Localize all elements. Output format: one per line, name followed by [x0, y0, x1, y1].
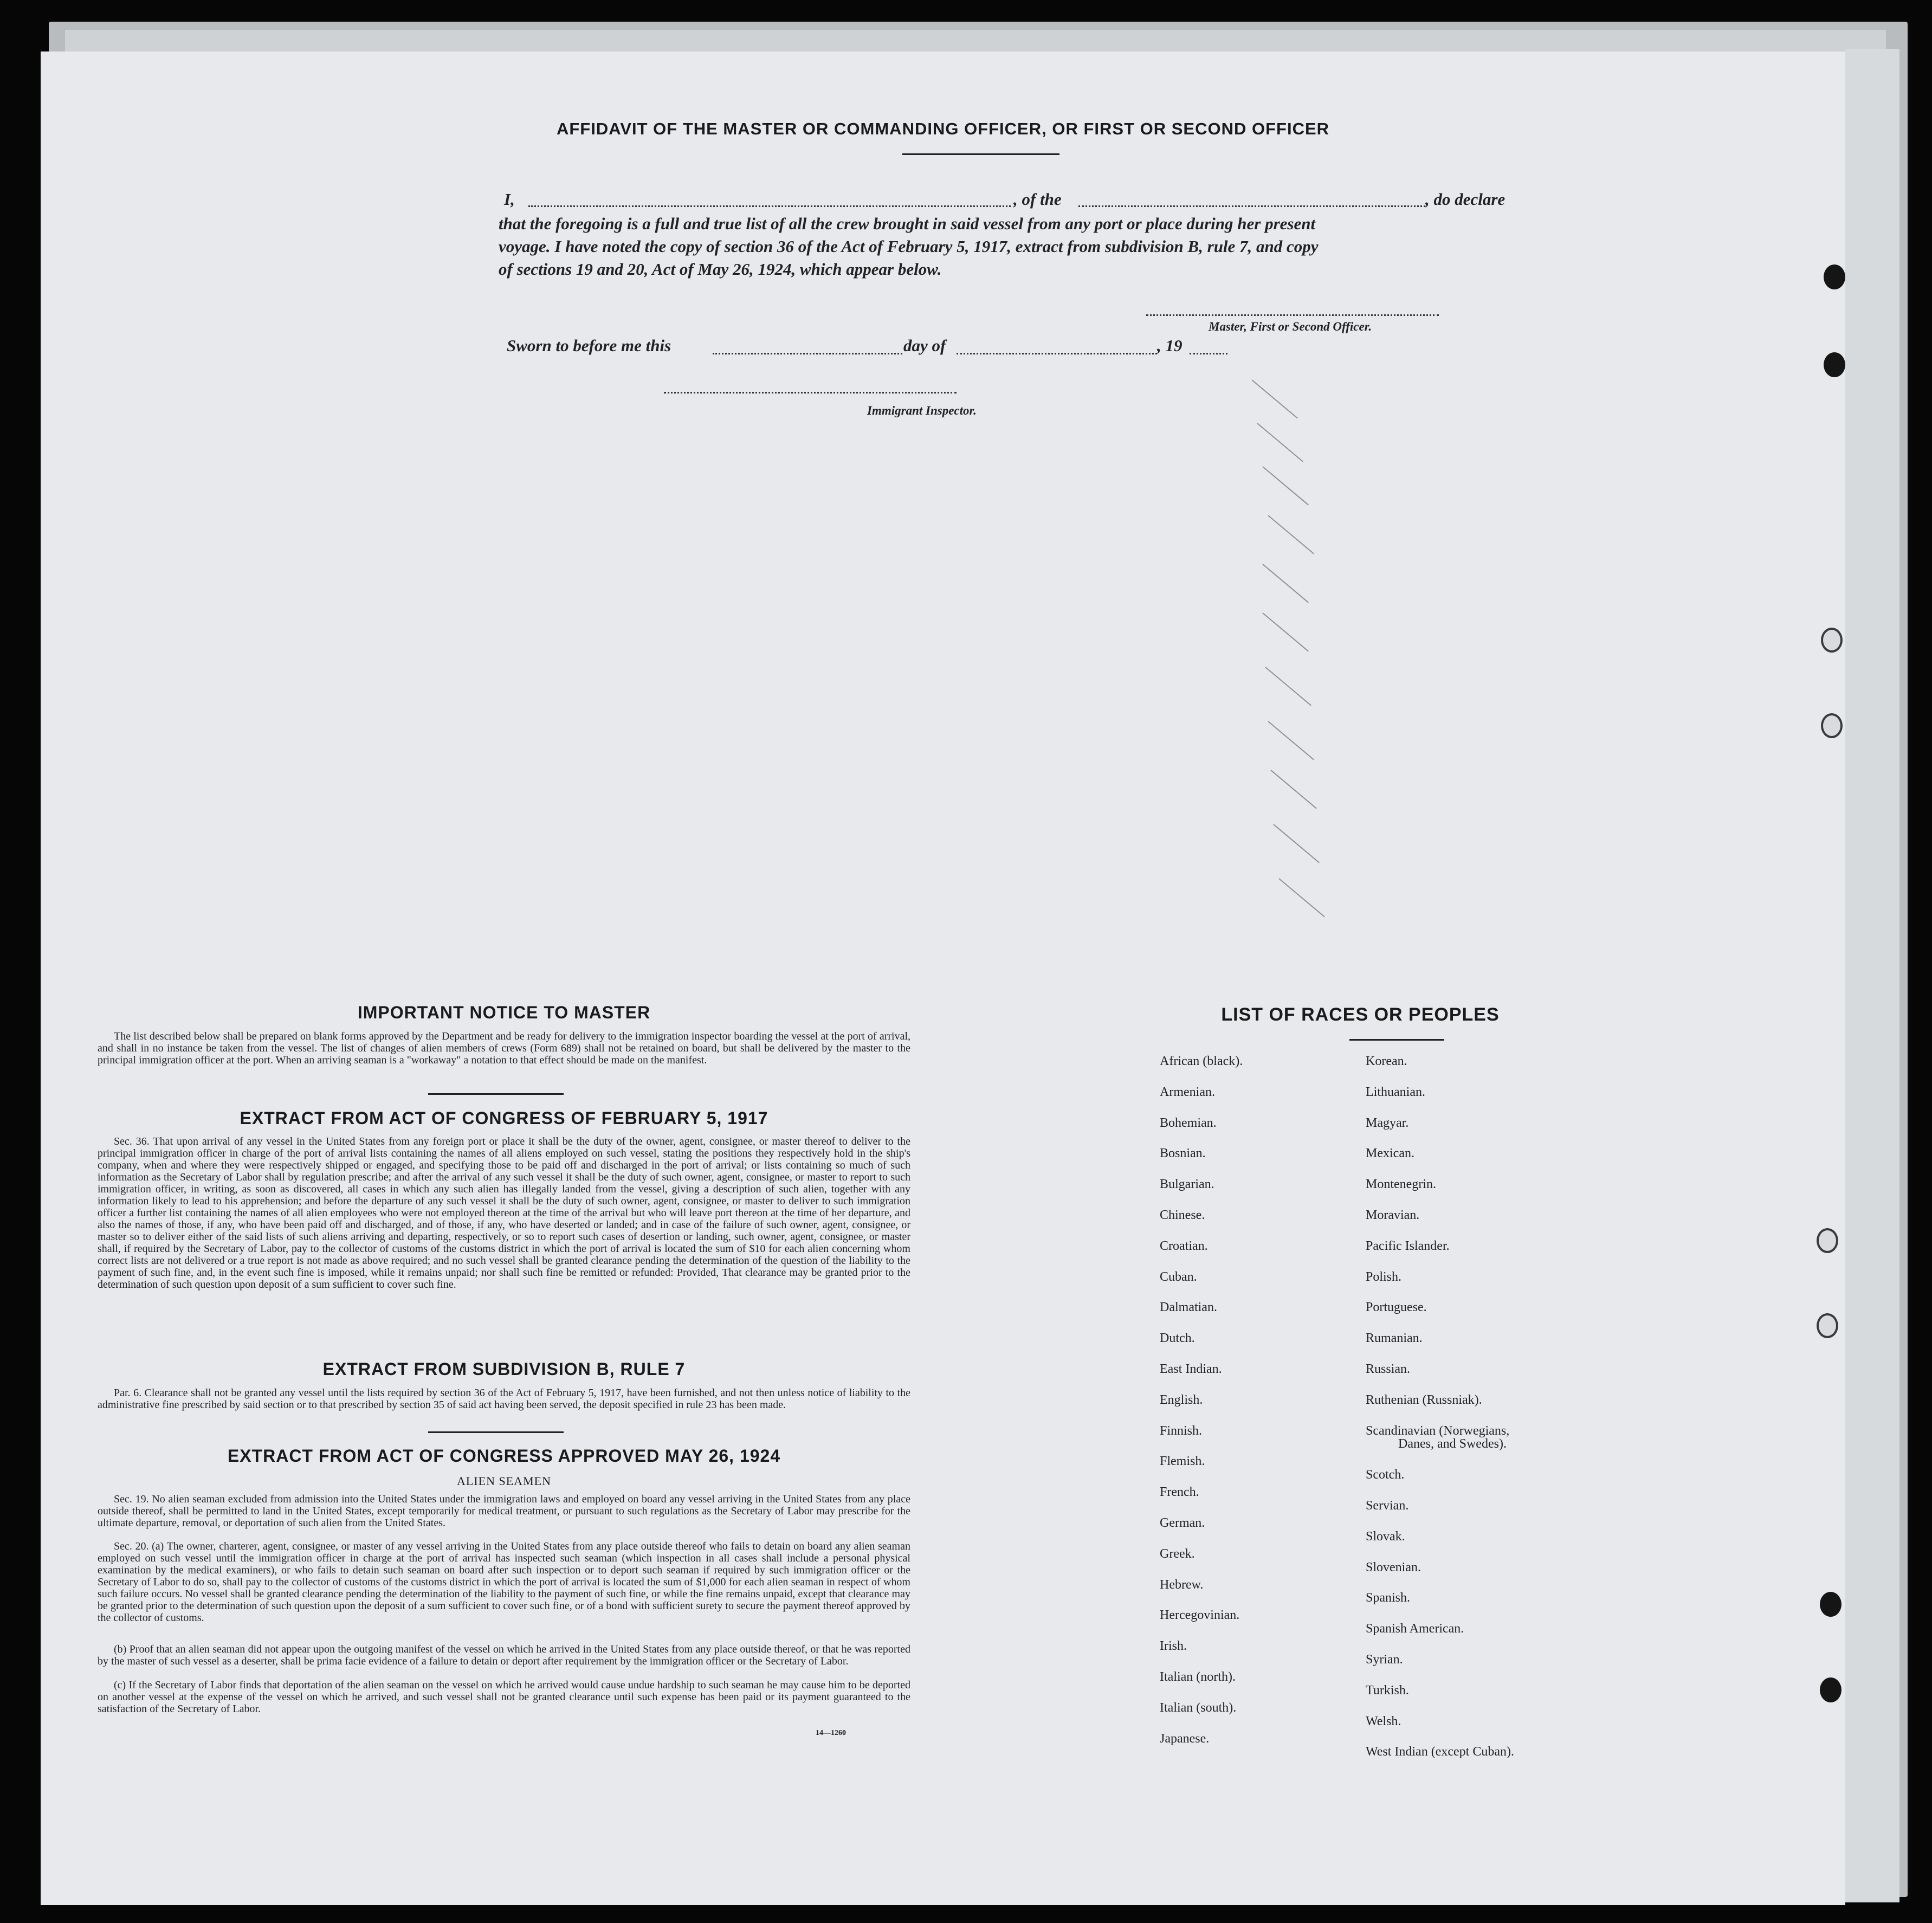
alien-seamen-subtitle: ALIEN SEAMEN — [457, 1474, 551, 1488]
race-item: Montenegrin. — [1366, 1177, 1436, 1192]
inspector-signature-line[interactable] — [664, 392, 957, 393]
year-label: , 19 — [1157, 336, 1183, 355]
race-item: Cuban. — [1160, 1269, 1197, 1284]
binder-hole — [1821, 713, 1843, 738]
race-item: West Indian (except Cuban). — [1366, 1745, 1514, 1759]
extract-1924-title: EXTRACT FROM ACT OF CONGRESS APPROVED MAY 26, 1924 — [227, 1446, 781, 1466]
race-item: Irish. — [1160, 1639, 1187, 1654]
race-item: Spanish American. — [1366, 1622, 1464, 1636]
name-blank[interactable] — [528, 205, 1011, 207]
race-item: Ruthenian (Russniak). — [1366, 1392, 1482, 1407]
rule7-text: Par. 6. Clearance shall not be granted any vessel until the lists required by section 36 of the Act of February 5, 1917, have been furnished, and not then unless notice of liability to the administrative fine prescribed by said section or to that prescribed by section 35 of said act having been served, the deposit specified in rule 23 has been made. — [98, 1387, 910, 1411]
race-item: Hercegovinian. — [1160, 1608, 1240, 1623]
race-item: Mexican. — [1366, 1146, 1414, 1161]
sec20a-text: Sec. 20. (a) The owner, charterer, agent, consignee, or master of any vessel arriving in the United States from any place outside thereof who fails to detain on board any alien seaman employed on such vessel until the immigration officer in charge at the port of arrival has inspected such seaman (which inspection in all cases shall include a personal physical examination by the medical examiners), or who fails to detain such seaman on board after such inspection or to deport such seaman if required by such immigration officer or the Secretary of Labor to do so, shall pay to the collector of customs of the customs district in which the port of arrival is located the sum of $1,000 for each alien seaman in respect of whom such failure occurs. No vessel shall be granted clearance pending the determination of the liability to the payment of such fine, or while the fine remains unpaid, except that clearance may be granted prior to the determination of such question upon the deposit of a sum sufficient to cover such fine, or of a bond with sufficient surety to secure the payment thereof approved by the collector of customs. — [98, 1540, 910, 1624]
race-item: Portuguese. — [1366, 1300, 1427, 1315]
races-rule — [1349, 1039, 1444, 1041]
sec20c-text: (c) If the Secretary of Labor finds that deportation of the alien seaman on the vessel on which he arrived would cause undue hardship to such seaman he may cause him to be deported on another vessel at the expense of the vessel on which he arrived, and such vessel shall not be granted clearance until such expense has been paid or its payment guaranteed to the satisfaction of the Secretary of Labor. — [98, 1679, 910, 1715]
race-item: Bulgarian. — [1160, 1177, 1214, 1192]
sworn-day-blank[interactable] — [713, 353, 902, 354]
form-number: 14—1260 — [816, 1729, 846, 1737]
race-item: Slovak. — [1366, 1529, 1405, 1544]
race-item: Pacific Islander. — [1366, 1238, 1450, 1253]
extract-1917-title: EXTRACT FROM ACT OF CONGRESS OF FEBRUARY 5, 1917 — [240, 1108, 768, 1128]
binder-hole — [1817, 1228, 1838, 1253]
sheet-edge — [1845, 49, 1899, 1902]
race-item: Servian. — [1366, 1499, 1409, 1513]
race-item: Bohemian. — [1160, 1115, 1217, 1130]
race-item: Slovenian. — [1366, 1560, 1421, 1574]
vessel-blank[interactable] — [1078, 205, 1425, 207]
race-item: Spanish. — [1366, 1591, 1411, 1605]
race-item: Croatian. — [1160, 1238, 1208, 1253]
race-item: Turkish. — [1366, 1683, 1409, 1698]
races-title: LIST OF RACES OR PEOPLES — [1221, 1004, 1500, 1025]
binder-hole — [1821, 628, 1843, 653]
notice-rule — [428, 1093, 564, 1095]
sworn-year-blank[interactable] — [1190, 353, 1227, 354]
race-item: French. — [1160, 1485, 1199, 1500]
race-item: Japanese. — [1160, 1731, 1210, 1746]
race-item: English. — [1160, 1392, 1203, 1407]
race-item: Italian (south). — [1160, 1700, 1237, 1715]
race-item: Moravian. — [1366, 1208, 1420, 1222]
inspector-label: Immigrant Inspector. — [867, 404, 977, 417]
race-item: German. — [1160, 1516, 1205, 1530]
rule7-title: EXTRACT FROM SUBDIVISION B, RULE 7 — [322, 1359, 686, 1379]
affidavit-title: AFFIDAVIT OF THE MASTER OR COMMANDING OFFICER, OR FIRST OR SECOND OFFICER — [556, 119, 1330, 138]
race-item: Finnish. — [1160, 1423, 1203, 1438]
rule7-rule — [428, 1431, 564, 1433]
race-item: Korean. — [1366, 1054, 1407, 1068]
binder-hole — [1820, 1677, 1841, 1702]
race-item: Magyar. — [1366, 1115, 1409, 1130]
affidavit-line-4: of sections 19 and 20, Act of May 26, 1924, which appear below. — [499, 260, 942, 279]
affidavit-declare-label: , do declare — [1425, 190, 1505, 209]
sec20b-text: (b) Proof that an alien seaman did not appear upon the outgoing manifest of the vessel on which he arrived in the United States from any place outside thereof, or that he was reported by the master of such vessel as a deserter, shall be prima facie evidence of a failure to detain or deport after requirement by the immigration officer or the Secretary of Labor. — [98, 1643, 910, 1667]
race-item: African (black). — [1160, 1054, 1243, 1068]
binder-hole — [1820, 1592, 1841, 1617]
race-item: Scotch. — [1366, 1468, 1405, 1482]
binder-hole — [1817, 1313, 1838, 1338]
race-item: Welsh. — [1366, 1714, 1401, 1728]
race-item: Dutch. — [1160, 1331, 1195, 1346]
race-item: Danes, and Swedes). — [1398, 1437, 1507, 1451]
affidavit-of-the-label: , of the — [1013, 190, 1062, 209]
race-item: Polish. — [1366, 1269, 1402, 1284]
binder-hole — [1824, 352, 1845, 377]
day-of-label: day of — [903, 336, 946, 355]
affidavit-line-3: voyage. I have noted the copy of section 36 of the Act of February 5, 1917, extract from subdivision B, rule 7, and copy — [499, 237, 1319, 256]
affidavit-i-label: I, — [504, 190, 515, 209]
race-item: Greek. — [1160, 1546, 1195, 1561]
race-item: Lithuanian. — [1366, 1085, 1425, 1099]
race-item: Dalmatian. — [1160, 1300, 1217, 1315]
race-item: Hebrew. — [1160, 1577, 1204, 1592]
race-item: Russian. — [1366, 1362, 1411, 1376]
race-item: Bosnian. — [1160, 1146, 1206, 1161]
master-signature-label: Master, First or Second Officer. — [1209, 320, 1372, 333]
race-item: Italian (north). — [1160, 1670, 1236, 1684]
sworn-label: Sworn to before me this — [507, 336, 671, 355]
binder-hole — [1824, 264, 1845, 289]
notice-text: The list described below shall be prepared on blank forms approved by the Department and be ready for delivery to the immigration inspector boarding the vessel at the port of arrival, and shall in no instance be taken from the vessel. The list of changes of alien members of crews (Form 689) shall not be retained on board, but shall be delivered by the master to the principal immigration officer at the port. When an arriving seaman is a "workaway" a notation to that effect should be made on the manifest. — [98, 1030, 910, 1066]
race-item: Rumanian. — [1366, 1331, 1423, 1346]
affidavit-line-2: that the foregoing is a full and true list of all the crew brought in said vessel from any port or place during her present — [499, 214, 1316, 233]
sec19-text: Sec. 19. No alien seaman excluded from admission into the United States under the immigration laws and employed on board any vessel arriving in the United States from any place outside thereof, shall be permitted to land in the United States, except temporarily for medical treatment, or pursuant to such regulations as the Secretary of Labor may prescribe for the ultimate departure, removal, or deportation of such alien from the United States. — [98, 1493, 910, 1529]
race-item: Armenian. — [1160, 1085, 1215, 1099]
title-underline — [902, 153, 1059, 155]
sworn-month-blank[interactable] — [957, 353, 1157, 354]
race-item: Scandinavian (Norwegians, — [1366, 1423, 1510, 1438]
race-item: Syrian. — [1366, 1653, 1403, 1667]
race-item: Chinese. — [1160, 1208, 1205, 1222]
document-page — [41, 51, 1845, 1905]
race-item: Flemish. — [1160, 1454, 1205, 1469]
notice-title: IMPORTANT NOTICE TO MASTER — [357, 1003, 651, 1022]
master-signature-line[interactable] — [1146, 314, 1439, 316]
race-item: East Indian. — [1160, 1362, 1222, 1376]
extract-1917-text: Sec. 36. That upon arrival of any vessel in the United States from any foreign port or place it shall be the duty of the owner, agent, consignee, or master thereof to deliver to the principal immigration officer in charge of the port of arrival lists containing the names of all aliens employed on such vessel, stating the positions they respectively hold in the ship's company, when and where they were respectively shipped or engaged, and specifying those to be paid off and discharged in the port of arrival; or lists containing so much of such information as the Secretary of Labor shall by regulation prescribe; and after the arrival of any such vessel it shall be the duty of such owner, agent, consignee, or master to report to such immigration officer, in writing, as soon as discovered, all cases in which any such alien has illegally landed from the vessel, giving a description of such alien, together with any information likely to lead to his apprehension; and before the departure of any such vessel it shall be the duty of such owner, agent, consignee, or master to deliver to such immigration officer a further list containing the names of all alien employees who were not employed thereon at the time of the arrival but who will leave port thereon at the time of her departure, and also the names of those, if any, who have been paid off and discharged, and of those, if any, who have deserted or landed; and in case of the failure of such owner, agent, consignee, or master so to deliver either of the said lists of such aliens arriving and departing, respectively, or so to report such cases of desertion or landing, such owner, agent, consignee, or master shall, if required by the Secretary of Labor, pay to the collector of customs of the customs district in which the port of arrival is located the sum of $10 for each alien concerning whom correct lists are not delivered or a true report is not made as above required; and no such vessel shall be granted clearance pending the determination of the question of the liability to the payment of such fine, and, in the event such fine is imposed, while it remains unpaid; nor shall such fine be remitted or refunded: Provided, That clearance may be granted prior to the determination of such question upon deposit of a sum sufficient to cover such fine. — [98, 1135, 910, 1290]
